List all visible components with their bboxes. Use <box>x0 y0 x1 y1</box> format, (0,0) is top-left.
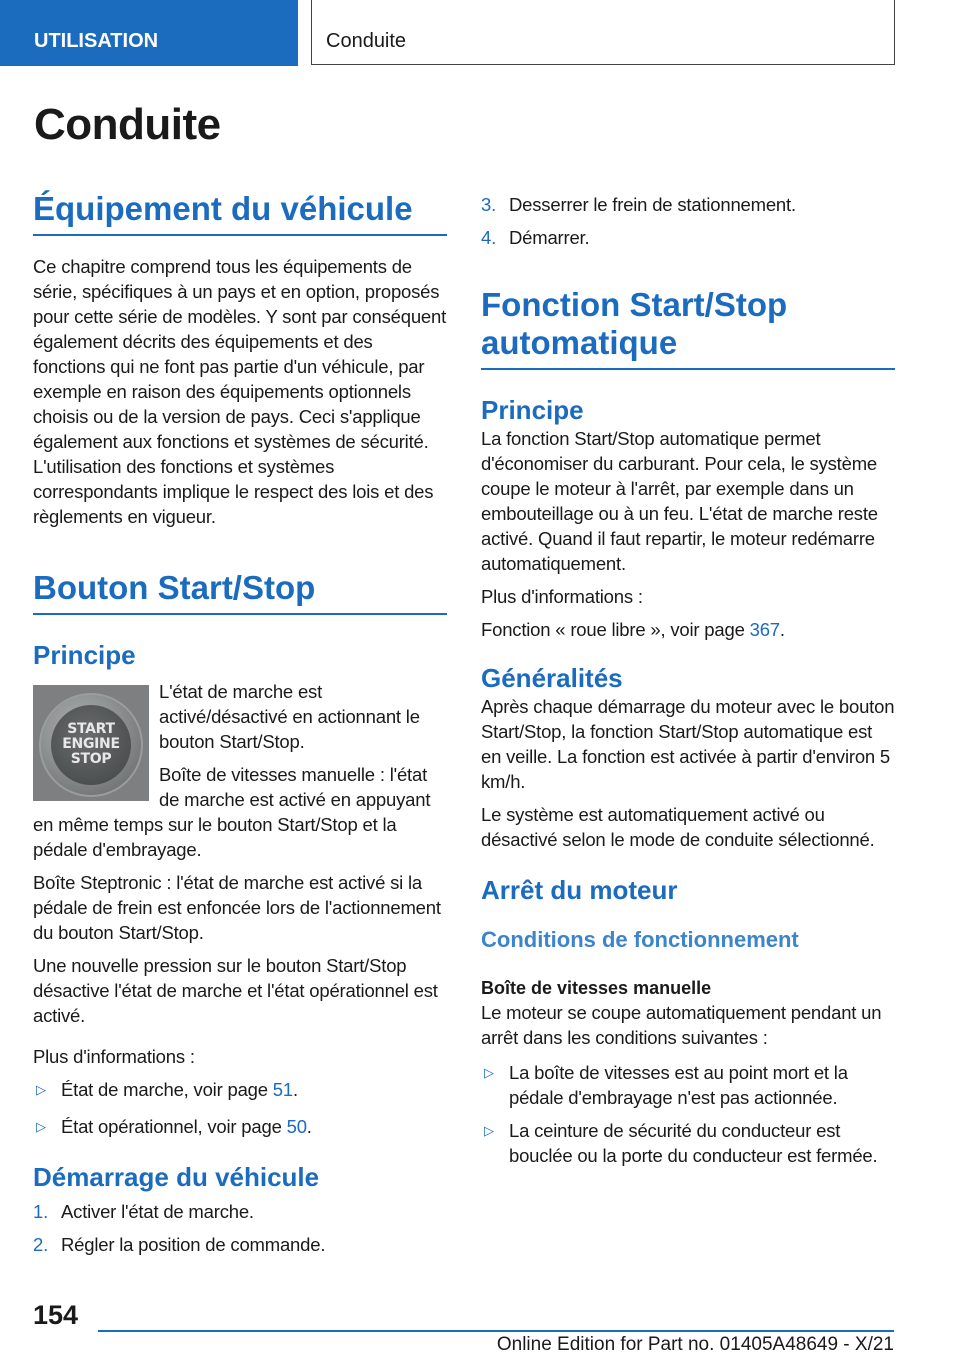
general-p1: Après chaque démarrage du moteur avec le bouton Start/Stop, la fonction Start/Stop automatique est en veille. La fonction est activée à partir d'environ 5 km/h. <box>481 696 895 792</box>
manual-text: Le moteur se coupe automatiquement pendant un arrêt dans les conditions suivantes : <box>481 1002 882 1048</box>
heading-manual-gearbox: Boîte de vitesses manuelle <box>481 978 712 998</box>
page-header <box>0 0 960 66</box>
conditions-list <box>481 1060 895 1168</box>
list-item: ▷ La boîte de vitesses est au point mort et la pédale d'embrayage n'est pas actionnée. <box>484 1062 848 1108</box>
page-number: 154 <box>33 1300 79 1330</box>
page-link[interactable]: 50 <box>286 1116 307 1137</box>
more-info-label: Plus d'informations : <box>33 1046 195 1067</box>
heading-engine-stop: Arrêt du moteur <box>481 875 678 905</box>
heading-principle: Principe <box>33 640 136 670</box>
right-column <box>481 192 895 1168</box>
reference-list <box>33 1077 447 1139</box>
starting-steps-continued <box>481 192 895 250</box>
list-item: 3. Desserrer le frein de stationnement. <box>481 194 796 215</box>
starting-steps <box>33 1199 447 1257</box>
list-item: 2. Régler la position de commande. <box>33 1234 326 1255</box>
start-stop-button-photo <box>33 685 149 801</box>
heading-starting: Démarrage du véhicule <box>33 1162 320 1192</box>
footer-divider <box>98 1330 894 1332</box>
list-item: 4. Démarrer. <box>481 227 590 248</box>
general-p2: Le système est automatiquement activé ou désactivé selon le mode de conduite sélectionné. <box>481 804 875 850</box>
auto-reference: Fonction « roue libre », voir page 367. <box>481 619 785 640</box>
heading-general: Généralités <box>481 663 623 693</box>
auto-more-info-label: Plus d'informations : <box>481 586 643 607</box>
heading-auto-start-stop: Fonction Start/Stop automatique <box>481 286 895 370</box>
list-item: ▷ La ceinture de sécurité du conducteur est bouclée ou la porte du conducteur est fermée. <box>484 1120 878 1166</box>
list-item: ▷ État opérationnel, voir page 50. <box>36 1116 312 1137</box>
page-link[interactable]: 367 <box>749 619 780 640</box>
page-link[interactable]: 51 <box>272 1079 293 1100</box>
triangle-bullet-icon: ▷ <box>36 1082 46 1097</box>
heading-start-stop-button: Bouton Start/Stop <box>33 569 447 615</box>
principle-p3: Boîte Steptronic : l'état de marche est activé si la pédale de frein est enfoncée lors de l'actionnement du bouton Start/Stop. <box>33 872 441 943</box>
left-column <box>33 190 447 1257</box>
page-title: Conduite <box>34 100 221 149</box>
equipment-text: Ce chapitre comprend tous les équipements de série, spécifiques à un pays et en option, proposés pour cette série de modèles. Y sont par conséquent également décrits des équipements et des fonctions qui ne font pas partie d'un véhicule, par exemple en raison des équipements optionnels choisis ou de la version de pays. Ceci s'applique également aux fonctions et systèmes de sécurité. L'utilisation des fonctions et systèmes correspondants implique le respect des lois et des règlements en vigueur. <box>33 256 447 527</box>
heading-conditions: Conditions de fonctionnement <box>481 927 799 952</box>
triangle-bullet-icon: ▷ <box>484 1123 494 1138</box>
principle-p1: L'état de marche est activé/désactivé en actionnant le bouton Start/Stop. <box>159 681 420 752</box>
principle-p4: Une nouvelle pression sur le bouton Start/Stop désactive l'état de marche et l'état opérationnel est activé. <box>33 955 438 1026</box>
heading-equipment: Équipement du véhicule <box>33 190 447 236</box>
principle-p2: Boîte de vitesses manuelle : l'état de marche est activé en appuyant en même temps sur le bouton Start/Stop et la pédale d'embrayage. <box>33 764 431 860</box>
section-tab[interactable]: UTILISATION <box>0 0 298 66</box>
edition-text: Online Edition for Part no. 01405A48649 - X/21 <box>496 1334 894 1355</box>
auto-principle-text: La fonction Start/Stop automatique permet d'économiser du carburant. Pour cela, le système coupe le moteur à l'arrêt, par exemple dans un embouteillage ou à un feu. L'état de marche reste activé. Quand il faut repartir, le moteur redémarre automatiquement. <box>481 428 878 574</box>
triangle-bullet-icon: ▷ <box>36 1119 46 1134</box>
list-item: ▷ État de marche, voir page 51. <box>36 1079 298 1100</box>
button-label: START ENGINE STOP <box>62 721 120 767</box>
heading-principle-auto: Principe <box>481 395 584 425</box>
triangle-bullet-icon: ▷ <box>484 1065 494 1080</box>
list-item: 1. Activer l'état de marche. <box>33 1201 254 1222</box>
chapter-tab[interactable]: Conduite <box>311 0 895 65</box>
